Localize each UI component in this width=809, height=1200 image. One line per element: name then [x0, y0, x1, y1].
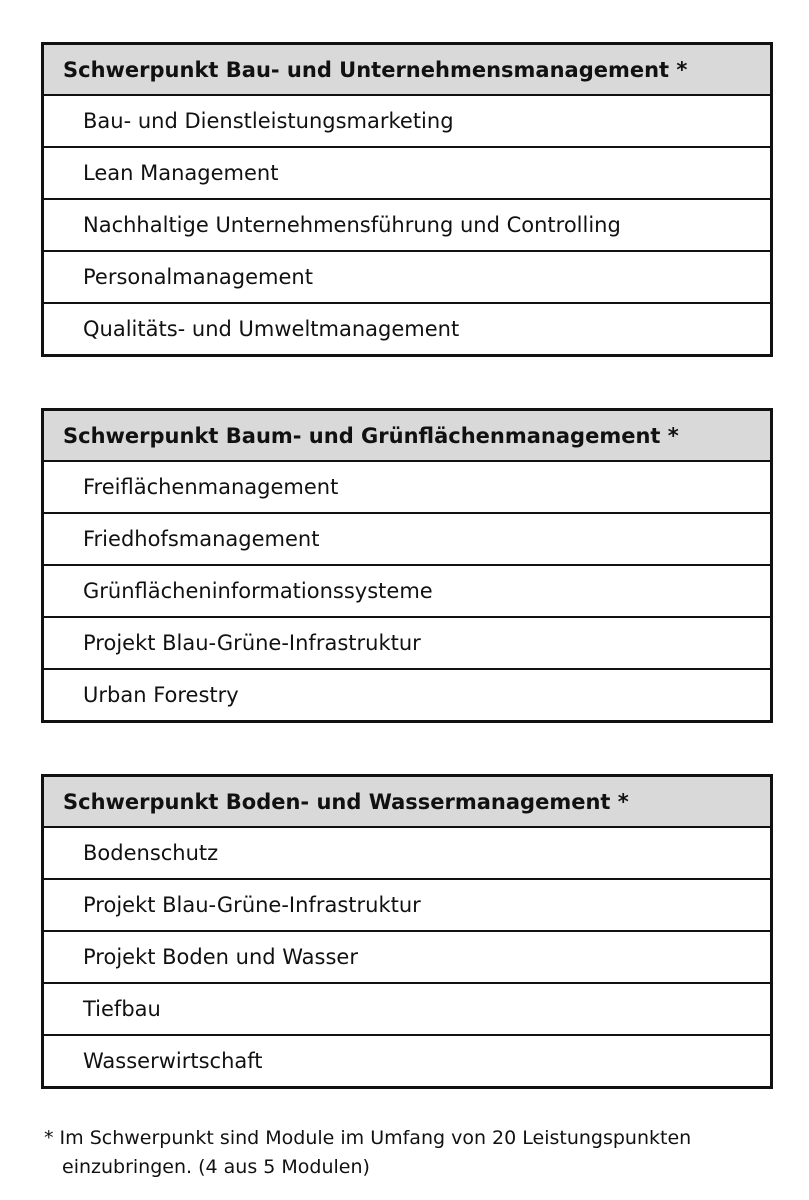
list-item: Personalmanagement: [44, 252, 770, 304]
list-item: Wasserwirtschaft: [83, 1049, 263, 1073]
section-bau-unternehmensmanagement: [41, 42, 773, 357]
list-item: Bau- und Dienstleistungsmarketing: [44, 96, 770, 148]
list-item: Tiefbau: [44, 984, 770, 1036]
section-title: Schwerpunkt Boden- und Wassermanagement *: [44, 777, 770, 828]
list-item: Bodenschutz: [44, 828, 770, 880]
list-item: Projekt Boden und Wasser: [44, 932, 770, 984]
list-item: Friedhofsmanagement: [44, 514, 770, 566]
footnote-line-1: * Im Schwerpunkt sind Module im Umfang von 20 Leistungspunkten: [44, 1127, 692, 1149]
list-item: Lean Management: [44, 148, 770, 200]
section-baum-gruenflaechenmanagement: [41, 408, 773, 723]
list-item: Projekt Blau-Grüne-Infrastruktur: [44, 618, 770, 670]
list-item: Nachhaltige Unternehmensführung und Controlling: [44, 200, 770, 252]
section-boden-wassermanagement: [41, 774, 773, 1089]
footnote: [44, 1124, 784, 1182]
list-item: Freiflächenmanagement: [44, 462, 770, 514]
list-item: Qualitäts- und Umweltmanagement: [83, 317, 460, 341]
list-item: Urban Forestry: [83, 683, 239, 707]
list-item: Grünflächeninformationssysteme: [44, 566, 770, 618]
section-title: Schwerpunkt Bau- und Unternehmensmanagement *: [44, 45, 770, 96]
section-title: Schwerpunkt Baum- und Grünflächenmanagement *: [44, 411, 770, 462]
list-item: Projekt Blau-Grüne-Infrastruktur: [44, 880, 770, 932]
footnote-line-2: einzubringen. (4 aus 5 Modulen): [62, 1156, 370, 1178]
